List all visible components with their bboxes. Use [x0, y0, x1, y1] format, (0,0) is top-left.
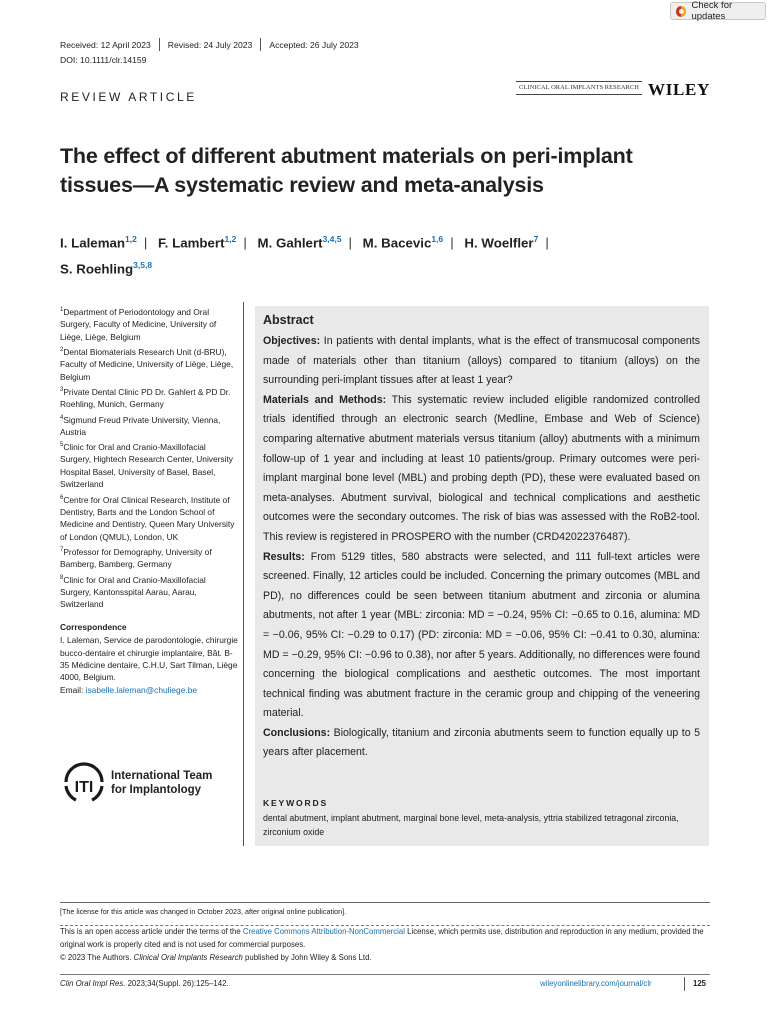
received-date: Received: 12 April 2023	[60, 39, 151, 50]
affiliation: $^1$Department of Periodontology and Oral Surgery, Faculty of Medicine, University of Liège, Liège, Belgium	[60, 306, 217, 342]
divider	[684, 977, 685, 991]
affiliations	[60, 304, 238, 697]
crossmark-icon	[676, 6, 686, 17]
footer-rule	[60, 974, 710, 975]
abstract-methods: Materials and Methods: This systematic review included eligible randomized controlled trials identified through an electronic search (Medline, Embase and Web of Science) comparing alternative abutment materials versus titanium (alloy) abutments with a minimum follow-up of 1 year and including at least 10 patients/group. Primary outcomes were peri-implant marginal bone level (MBL) and probing depth (PD), these were evaluated based on meta-analyses. Abutment survival, biological and technical complications and aesthetic outcomes were the secondary outcomes. The risk of bias was assessed with the RoB2-tool. This review is registered in PROSPERO with the number (CRD42022376487).	[263, 393, 700, 543]
abstract-objectives: Objectives: In patients with dental implants, what is the effect of transmucosal components made of materials other than titanium (alloys) compared to titanium (alloys) on the surrounding peri-implant tissues after at least 1 year?	[263, 335, 700, 387]
abstract-box	[255, 306, 709, 846]
author-affil-ref[interactable]: 7	[533, 234, 539, 244]
article-dates	[60, 38, 367, 51]
affiliation: $^4$Sigmund Freud Private University, Vienna, Austria	[60, 414, 221, 437]
author-affil-ref[interactable]: 1,2	[125, 234, 137, 244]
author-name[interactable]: I. Laleman	[60, 235, 126, 251]
author-name[interactable]: S. Roehling	[60, 261, 134, 277]
publisher-logo: WILEY	[648, 80, 711, 99]
citation: Clin Oral Impl Res. 2023;34(Suppl. 26):125–142.	[60, 979, 229, 988]
author-list: I. Laleman$^{1,2}$ | F. Lambert$^{1,2}$ | M. Gahlert$^{3,4,5}$ | M. Bacevic$^{1,6}$ | H. Woelfler$^7$ | S. Roehling$^{3,5,8}$	[60, 234, 549, 277]
author-affil-ref[interactable]: 1,6	[431, 234, 444, 244]
license-text: This is an open access article under the terms of the Creative Commons Attribution-NonCommercial License, which permits use, distribution and reproduction in any medium, provided the original work is properly cited and is not used for commercial purposes. © 2023 The Authors. Clinical Oral Implants Research published by John Wiley & Sons Ltd.	[60, 927, 704, 962]
license-note: [The license for this article was changed in October 2023, after original online publication].	[60, 907, 347, 916]
affiliation: $^3$Private Dental Clinic PD Dr. Gahlert & PD Dr. Roehling, Munich, Germany	[60, 386, 231, 410]
doi: DOI: 10.1111/clr.14159	[60, 55, 147, 65]
article-type: REVIEW ARTICLE	[60, 90, 197, 104]
author-name[interactable]: M. Bacevic	[362, 235, 432, 251]
email-link[interactable]: isabelle.laleman@chuliege.be	[85, 684, 198, 695]
iti-logo-text: International Team for Implantology	[111, 770, 213, 796]
affiliation: $^6$Centre for Oral Clinical Research, Institute of Dentistry, Barts and the London School of Medicine and Dentistry, Queen Mary University of London (QMUL), London, UK	[60, 494, 235, 542]
author-affil-ref[interactable]: 1,2	[224, 234, 237, 244]
check-for-updates-label: Check for updates	[691, 0, 733, 22]
author-affil-ref[interactable]: 3,4,5	[322, 234, 342, 244]
revised-date: Revised: 24 July 2023	[167, 39, 253, 50]
affiliation: $^8$Clinic for Oral and Cranio-Maxillofacial Surgery, Kantonsspital Aarau, Aarau, Switzerland	[60, 574, 206, 610]
correspondence-text: I. Laleman, Service de parodontologie, chirurgie bucco-dentaire et chirurgie implantaire, Bât. B-35 Médicine dentaire, C.H.U, Sart Tilman, Liège 4000, Belgium. Email: isabelle.laleman@chuliege.be	[60, 635, 238, 695]
article-title: The effect of different abutment materials on peri-implant tissues—A systematic review and meta-analysis	[60, 144, 633, 197]
correspondence-heading: Correspondence	[60, 621, 127, 632]
abstract-conclusions: Conclusions: Biologically, titanium and zirconia abutments seem to function equally up to 5 years after placement.	[263, 726, 700, 759]
author-name[interactable]: M. Gahlert	[257, 235, 323, 251]
author-name[interactable]: F. Lambert	[158, 235, 225, 251]
check-for-updates-button[interactable]	[670, 2, 766, 20]
svg-text:ITI: ITI	[74, 779, 94, 796]
journal-logo: CLINICAL ORAL IMPLANTS RESEARCH	[516, 81, 642, 95]
license-note-box	[60, 902, 710, 926]
affiliation: $^5$Clinic for Oral and Cranio-Maxillofacial Surgery, Hightech Research Center, University Hospital Basel, University of Basel, Basel, Switzerland	[60, 442, 233, 490]
journal-website-link[interactable]: wileyonlinelibrary.com/journal/clr	[540, 979, 652, 988]
keywords-heading: KEYWORDS	[263, 798, 329, 808]
author-affil-ref[interactable]: 3,5,8	[133, 260, 153, 271]
accepted-date: Accepted: 26 July 2023	[269, 39, 359, 50]
author-name[interactable]: H. Woelfler	[464, 235, 534, 251]
affiliation: $^2$Dental Biomaterials Research Unit (d-BRU), Faculty of Medicine, University of Liège, Liège, Belgium	[60, 346, 234, 382]
page-number: 125	[693, 979, 707, 988]
abstract-results: Results: From 5129 titles, 580 abstracts were selected, and 111 full-text articles were screened. Finally, 12 articles could be included. Concerning the primary outcomes (MBL and PD), no differences could be seen between titanium abutment and zirconia or alumina abutments, not after 1 year (MBL: zirconia: MD = −0.24, 95% CI: −0.65 to 0.16, alumina: MD = −0.06, 95% CI: −0.29 to 0.17) (PD: zirconia: MD = −0.06, 95% CI: −0.41 to 0.30, alumina: MD = −0.29, 95% CI: −0.96 to 0.38), nor after 5 years. Additionally, no differences were found concerning the biological complications and aesthetic outcomes. The most important technical finding was abutment fracture in the ceramic group and chipping of the veneering material.	[263, 550, 700, 720]
keywords: dental abutment, implant abutment, marginal bone level, meta-analysis, yttria stabilized tetragonal zirconia, zirconium oxide	[263, 813, 679, 837]
cc-license-link[interactable]: Creative Commons Attribution-NonCommercial	[242, 927, 405, 936]
abstract-heading: Abstract	[263, 313, 314, 327]
affiliation: $^7$Professor for Demography, University of Bamberg, Bamberg, Germany	[60, 546, 212, 570]
column-divider	[243, 302, 244, 846]
